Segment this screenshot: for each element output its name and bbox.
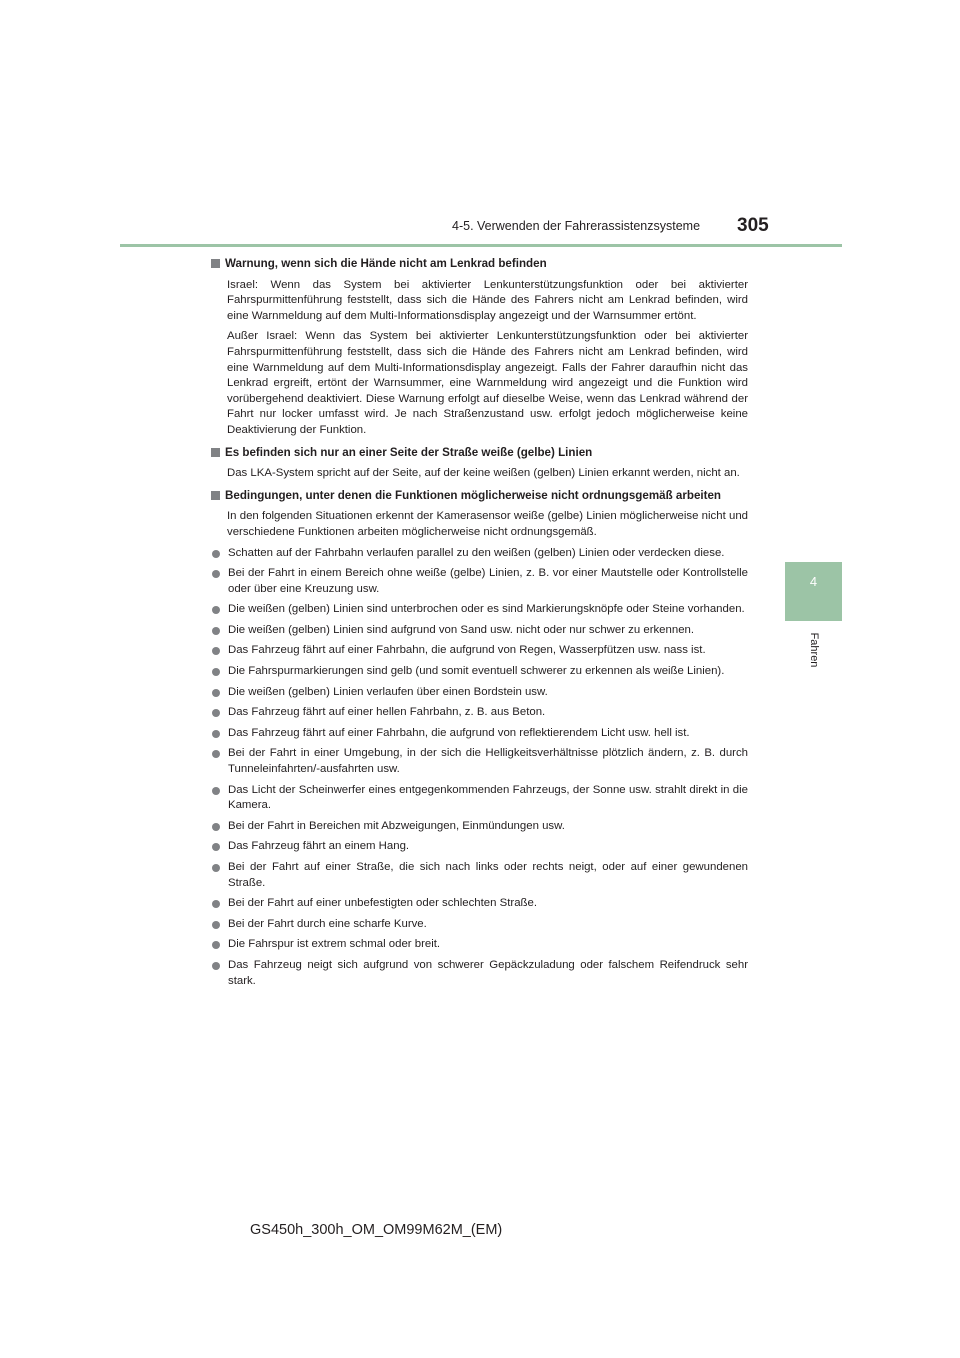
bullet-dot-icon [212,689,220,697]
section-heading-text: Es befinden sich nur an einer Seite der Straße weiße (gelbe) Linien [225,445,593,459]
list-item-text: Bei der Fahrt auf einer unbefestigten oder schlechten Straße. [228,897,537,910]
list-item-text: Bei der Fahrt in Bereichen mit Abzweigungen, Einmündungen usw. [228,819,565,832]
bullet-dot-icon [212,787,220,795]
bullet-dot-icon [212,843,220,851]
list-item-text: Bei der Fahrt in einem Bereich ohne weiße (gelbe) Linien, z. B. vor einer Mautstelle oder Kontrollstelle oder über eine Kreuzung usw. [228,567,748,595]
bullet-dot-icon [212,668,220,676]
list-item [211,839,748,855]
list-item [211,896,748,912]
list-item-text: Die weißen (gelben) Linien verlaufen über einen Bordstein usw. [228,685,548,698]
bullet-dot-icon [212,962,220,970]
bullet-dot-icon [212,921,220,929]
bullet-dot-icon [212,647,220,655]
bullet-dot-icon [212,864,220,872]
main-content [211,256,748,995]
list-item [211,664,748,680]
square-icon [211,491,220,500]
list-item [211,783,748,814]
section-heading [211,445,748,461]
bullet-dot-icon [212,709,220,717]
section-heading-text: Warnung, wenn sich die Hände nicht am Lenkrad befinden [225,257,547,270]
list-item [211,623,748,639]
bullet-dot-icon [212,941,220,949]
list-item-text: Die weißen (gelben) Linien sind aufgrund von Sand usw. nicht oder nur schwer zu erkennen. [228,623,695,636]
list-item-text: Das Fahrzeug fährt auf einer hellen Fahrbahn, z. B. aus Beton. [228,706,546,719]
bullet-dot-icon [212,823,220,831]
paragraph: Israel: Wenn das System bei aktivierter Lenkunterstützungsfunktion oder bei aktivierter Fahrspurmittenführung feststellt, dass sich die Hände des Fahrers nicht am Lenkrad befinden, wird eine Warnmeldung auf dem Multi-Informationsdisplay angezeigt und der Warnsummer ertönt. [227,278,748,322]
list-item [211,566,748,597]
square-icon [211,448,220,457]
list-item-text: Die Fahrspur ist extrem schmal oder breit. [228,938,441,951]
running-header-section: 4-5. Verwenden der Fahrerassistenzsysteme [452,219,701,233]
list-item [211,546,748,562]
bullet-dot-icon [212,627,220,635]
list-item-text: Das Fahrzeug fährt an einem Hang. [228,840,410,853]
chapter-tab[interactable] [785,562,842,621]
list-item [211,860,748,891]
list-item-text: Die Fahrspurmarkierungen sind gelb (und somit eventuell schwerer zu erkennen als weiße Linien). [228,665,725,678]
list-item [211,937,748,953]
list-item-text: Das Fahrzeug neigt sich aufgrund von schwerer Gepäckzuladung oder falschem Reifendruck sehr stark. [228,958,748,987]
list-item [211,643,748,659]
list-item [211,685,748,701]
bullet-dot-icon [212,550,220,558]
section-malfunction-conditions [211,488,748,989]
list-item-text: Das Licht der Scheinwerfer eines entgegenkommenden Fahrzeugs, der Sonne usw. strahlt direkt in die Kamera. [228,783,748,812]
bullet-dot-icon [212,900,220,908]
section-heading-text: Bedingungen, unter denen die Funktionen möglicherweise nicht ordnungsgemäß arbeiten [225,488,722,502]
square-icon [211,259,220,268]
list-item [211,917,748,933]
paragraph: In den folgenden Situationen erkennt der Kamerasensor weiße (gelbe) Linien möglicherweise nicht und verschiedene Funktionen arbeiten möglicherweise nicht ordnungsgemäß. [227,510,748,538]
list-item-text: Bei der Fahrt auf einer Straße, die sich nach links oder rechts neigt, oder auf einer gewundenen Straße. [228,861,748,889]
bullet-dot-icon [212,730,220,738]
condition-list [211,546,748,990]
chapter-tab-number: 4 [809,574,818,589]
section-heading [211,488,748,504]
bullet-dot-icon [212,750,220,758]
section-one-side-lines [211,445,748,482]
paragraph: Das LKA-System spricht auf der Seite, auf der keine weißen (gelben) Linien erkannt werden, nicht an. [227,467,740,480]
footer-model-code: GS450h_300h_OM_OM99M62M_(EM) [250,1222,503,1238]
list-item-text: Schatten auf der Fahrbahn verlaufen parallel zu den weißen (gelben) Linien oder verdecken diese. [228,546,725,559]
list-item-text: Das Fahrzeug fährt auf einer Fahrbahn, die aufgrund von reflektierendem Licht usw. hell ist. [228,726,690,739]
list-item-text: Bei der Fahrt in einer Umgebung, in der sich die Helligkeitsverhältnisse plötzlich ändern, z. B. durch Tunneleinfahrten/-ausfahrten usw. [228,747,748,776]
list-item [211,958,748,989]
section-hands-off-warning [211,256,748,439]
list-item [211,819,748,835]
page-number: 305 [737,215,769,236]
chapter-label [800,630,828,670]
paragraph: Außer Israel: Wenn das System bei aktivierter Lenkunterstützungsfunktion oder bei aktivierter Fahrspurmittenführung feststellt, dass sich die Hände des Fahrers nicht am Lenkrad befinden, wird eine Warnmeldung auf dem Multi-Informationsdisplay angezeigt. Falls der Fahrer daraufhin nicht das Lenkrad ergreift, ertönt der Warnsummer, eine Warnmeldung wird angezeigt und die Funktion wird vorübergehend deaktiviert. Diese Warnung erfolgt auf dieselbe Weise, wenn das Lenkrad während der Fahrt nur locker umfasst wird. Je nach Straßenzustand usw. erfolgt jedoch möglicherweise keine Deaktivierung der Funktion. [227,330,748,436]
list-item [211,726,748,742]
bullet-dot-icon [212,570,220,578]
list-item [211,746,748,777]
list-item-text: Bei der Fahrt durch eine scharfe Kurve. [228,917,427,930]
chapter-label-text: Fahren [808,632,820,668]
list-item [211,602,748,618]
list-item [211,705,748,721]
list-item-text: Das Fahrzeug fährt auf einer Fahrbahn, die aufgrund von Regen, Wasserpfützen usw. nass ist. [228,644,706,657]
section-heading [211,256,748,272]
list-item-text: Die weißen (gelben) Linien sind unterbrochen oder es sind Markierungsknöpfe oder Steine vorhanden. [228,603,745,616]
header-rule [120,244,842,247]
bullet-dot-icon [212,606,220,614]
